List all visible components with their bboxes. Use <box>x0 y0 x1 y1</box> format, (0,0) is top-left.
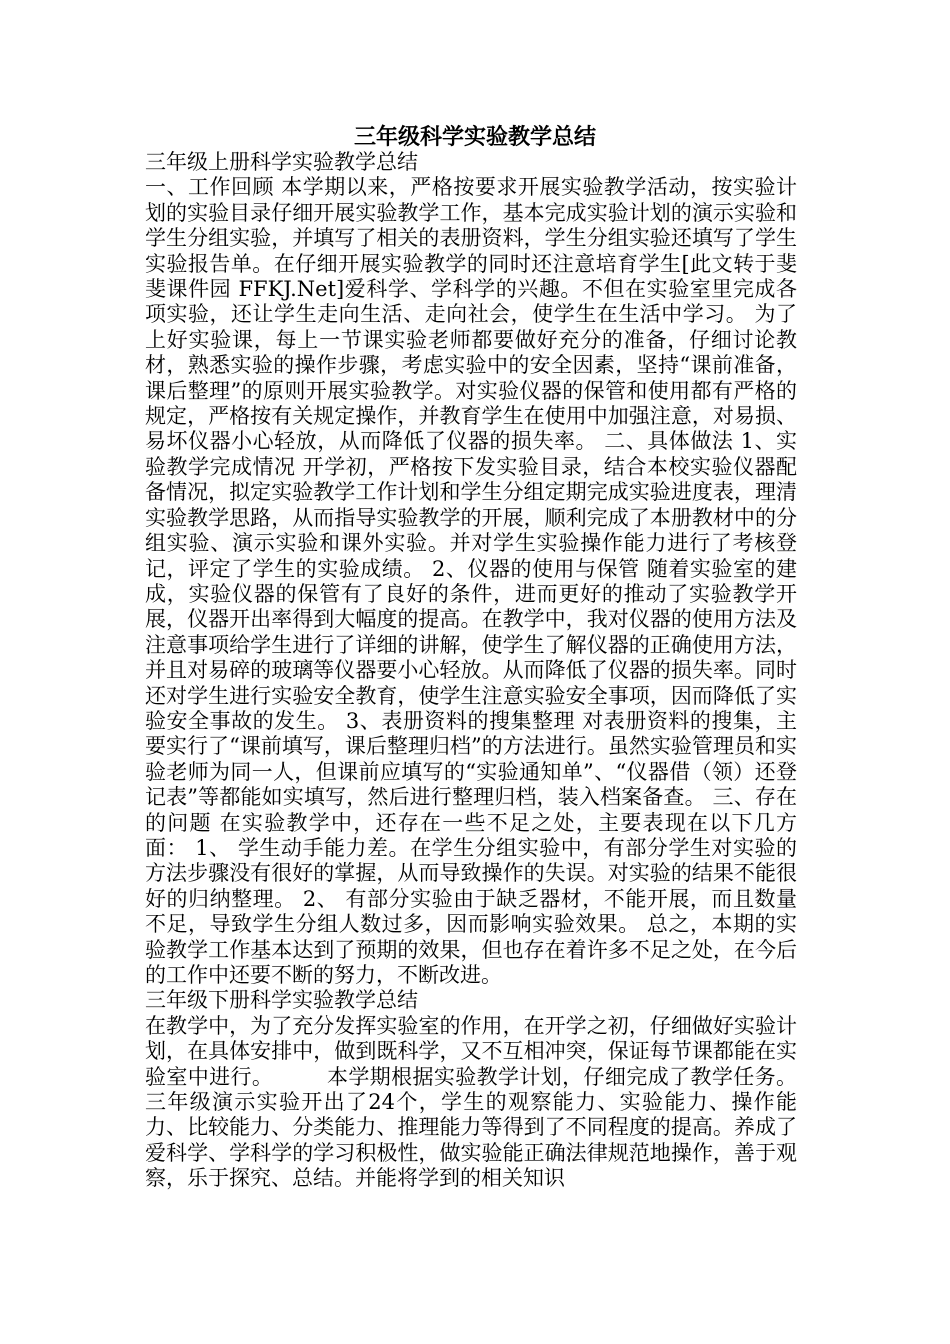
section-body-lower-term: 在教学中，为了充分发挥实验室的作用，在开学之初，仔细做好实验计划，在具体安排中，做到既科学，又不互相冲突，保证每节课都能在实验室中进行。 本学期根据实验教学计划，仔细完成了教学任务。三年级演示实验开出了24个，学生的观察能力、实验能力、操作能力、比较能力、分类能力、推理能力等得到了不同程度的提高。养成了爱科学、学科学的学习积极性，做实验能正确法律规范地操作，善于观察，乐于探究、总结。并能将学到的相关知识 <box>145 1013 797 1191</box>
document-title: 三年级科学实验教学总结 <box>353 125 596 150</box>
section-body-upper-term: 一、工作回顾 本学期以来，严格按要求开展实验教学活动，按实验计划的实验目录仔细开展实验教学工作，基本完成实验计划的演示实验和学生分组实验，并填写了相关的表册资料，学生分组实验还填写了学生实验报告单。在仔细开展实验教学的同时还注意培育学生[此文转于斐斐课件园 FFKJ.Net]爱科学、学科学的兴趣。不但在实验室里完成各项实验，还让学生走向生活、走向社会，使学生在生活中学习。 为了上好实验课，每上一节课实验老师都要做好充分的准备，仔细讨论教材，熟悉实验的操作步骤，考虑实验中的安全因素，坚持“课前准备，课后整理”的原则开展实验教学。对实验仪器的保管和使用都有严格的规定，严格按有关规定操作，并教育学生在使用中加强注意，对易损、易坏仪器小心轻放，从而降低了仪器的损失率。 二、具体做法 1、实验教学完成情况 开学初，严格按下发实验目录，结合本校实验仪器配备情况，拟定实验教学工作计划和学生分组定期完成实验进度表，理清实验教学思路，从而指导实验教学的开展，顺利完成了本册教材中的分组实验、演示实验和课外实验。并对学生实验操作能力进行了考核登记，评定了学生的实验成绩。 2、仪器的使用与保管 随着实验室的建成，实验仪器的保管有了良好的条件，进而更好的推动了实验教学开展，仪器开出率得到大幅度的提高。在教学中，我对仪器的使用方法及注意事项给学生进行了详细的讲解，使学生了解仪器的正确使用方法，并且对易碎的玻璃等仪器要小心轻放。从而降低了仪器的损失率。同时还对学生进行实验安全教育，使学生注意实验安全事项，因而降低了实验安全事故的发生。 3、表册资料的搜集整理 对表册资料的搜集，主要实行了“课前填写，课后整理归档”的方法进行。虽然实验管理员和实验老师为同一人，但课前应填写的“实验通知单”、“仪器借（领）还登记表”等都能如实填写，然后进行整理归档，装入档案备查。 三、存在的问题 在实验教学中，还存在一些不足之处，主要表现在以下几方面： 1、 学生动手能力差。在学生分组实验中，有部分学生对实验的方法步骤没有很好的掌握，从而导致操作的失误。对实验的结果不能很好的归纳整理。 2、 有部分实验由于缺乏器材，不能开展，而且数量不足，导致学生分组人数过多，因而影响实验效果。 总之，本期的实验教学工作基本达到了预期的效果，但也存在着许多不足之处，在今后的工作中还要不断的努力，不断改进。 <box>145 175 797 987</box>
document-body <box>145 150 797 1192</box>
section-heading-upper-term: 三年级上册科学实验教学总结 <box>145 150 418 174</box>
section-heading-lower-term: 三年级下册科学实验教学总结 <box>145 988 418 1013</box>
